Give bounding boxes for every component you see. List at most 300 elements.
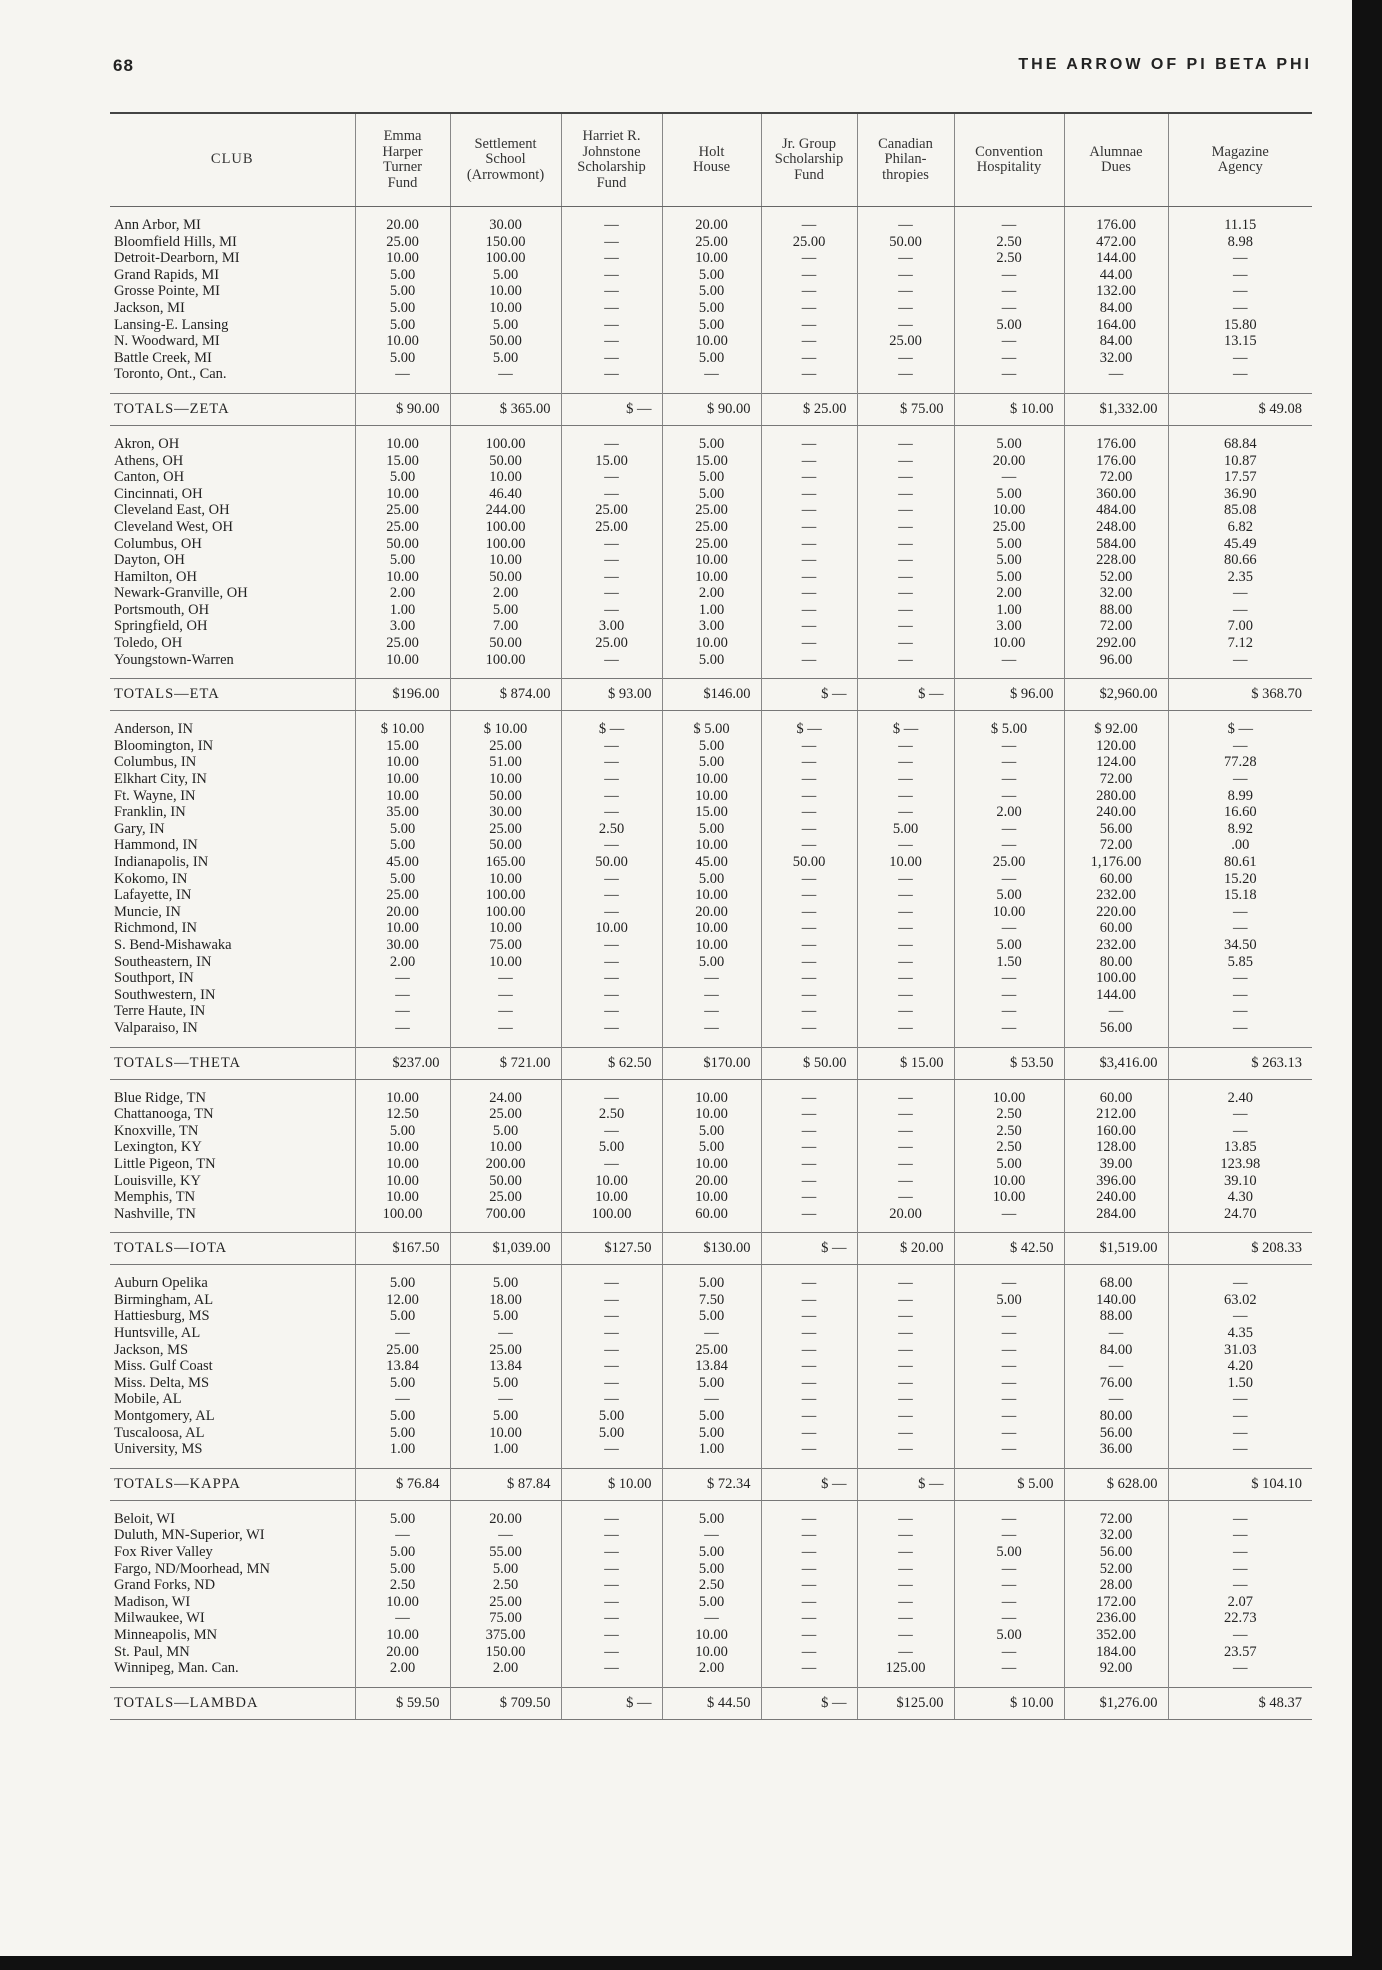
table-row	[110, 1173, 1312, 1190]
club-name: Richmond, IN	[114, 920, 197, 937]
amount-cell: $ —	[857, 1468, 954, 1500]
amount-cell: 25.00	[561, 502, 662, 519]
amount-cell: 5.00	[662, 1139, 761, 1156]
column-header	[450, 113, 561, 207]
amount-cell: —	[761, 585, 857, 602]
amount-cell: 20.00	[662, 217, 761, 234]
club-name: Cincinnati, OH	[114, 485, 203, 502]
amount-cell: 12.00	[355, 1292, 450, 1309]
amount-cell: —	[1168, 1123, 1312, 1140]
amount-cell: 12.50	[355, 1106, 450, 1123]
table-row	[110, 1577, 1312, 1594]
amount-cell: —	[954, 871, 1064, 888]
amount-cell: —	[561, 267, 662, 284]
contributions-table	[110, 112, 1312, 1720]
amount-cell: 280.00	[1064, 788, 1168, 805]
amount-cell: —	[761, 602, 857, 619]
amount-cell: 5.00	[857, 821, 954, 838]
amount-cell: 5.00	[954, 1544, 1064, 1561]
amount-cell: 25.00	[450, 821, 561, 838]
amount-cell: —	[857, 887, 954, 904]
amount-cell: $ 75.00	[857, 393, 954, 425]
spacer-cell	[761, 711, 857, 722]
amount-cell: —	[561, 469, 662, 486]
amount-cell: —	[857, 1139, 954, 1156]
amount-cell: 5.00	[662, 267, 761, 284]
spacer-cell	[561, 1079, 662, 1090]
amount-cell: —	[761, 283, 857, 300]
table-row	[110, 1594, 1312, 1611]
amount-cell: —	[761, 1156, 857, 1173]
amount-cell: —	[857, 366, 954, 383]
amount-cell: 700.00	[450, 1206, 561, 1223]
spacer-cell	[662, 711, 761, 722]
amount-cell: 10.00	[561, 1189, 662, 1206]
amount-cell: —	[954, 1342, 1064, 1359]
amount-cell: 8.92	[1168, 821, 1312, 838]
amount-cell: 5.00	[355, 469, 450, 486]
amount-cell: 10.00	[450, 469, 561, 486]
amount-cell: 1.50	[1168, 1375, 1312, 1392]
spacer-cell	[857, 425, 954, 436]
amount-cell: $ 90.00	[662, 393, 761, 425]
amount-cell: —	[1168, 904, 1312, 921]
amount-cell: —	[857, 738, 954, 755]
spacer-row	[110, 1458, 1312, 1469]
amount-cell: 10.00	[561, 1173, 662, 1190]
amount-cell: —	[857, 1425, 954, 1442]
amount-cell: 10.00	[450, 954, 561, 971]
amount-cell: —	[857, 350, 954, 367]
amount-cell: —	[857, 1358, 954, 1375]
spacer-cell	[450, 1500, 561, 1511]
table-row	[110, 1544, 1312, 1561]
amount-cell: —	[561, 1375, 662, 1392]
amount-cell: $ —	[761, 1468, 857, 1500]
amount-cell: 56.00	[1064, 1425, 1168, 1442]
table-row	[110, 1561, 1312, 1578]
amount-cell: 100.00	[450, 519, 561, 536]
amount-cell: .00	[1168, 837, 1312, 854]
amount-cell: —	[561, 300, 662, 317]
club-name: Milwaukee, WI	[114, 1610, 205, 1627]
club-name: Muncie, IN	[114, 903, 181, 920]
amount-cell: —	[561, 250, 662, 267]
amount-cell: 84.00	[1064, 1342, 1168, 1359]
table-row	[110, 1325, 1312, 1342]
amount-cell: —	[561, 1003, 662, 1020]
spacer-cell	[857, 1037, 954, 1048]
amount-cell: —	[857, 1561, 954, 1578]
amount-cell: —	[561, 652, 662, 669]
amount-cell: —	[954, 1527, 1064, 1544]
amount-cell: —	[1168, 1003, 1312, 1020]
amount-cell: 15.18	[1168, 887, 1312, 904]
amount-cell: 10.00	[662, 1189, 761, 1206]
amount-cell: —	[355, 1391, 450, 1408]
header-line: House	[692, 159, 731, 175]
amount-cell: 5.00	[954, 317, 1064, 334]
amount-cell: —	[857, 1610, 954, 1627]
amount-cell: $ —	[761, 1687, 857, 1719]
amount-cell: 5.00	[662, 821, 761, 838]
spacer-cell	[857, 668, 954, 679]
amount-cell: 15.00	[561, 453, 662, 470]
amount-cell: 10.00	[355, 652, 450, 669]
amount-cell: 50.00	[761, 854, 857, 871]
amount-cell: 45.00	[355, 854, 450, 871]
amount-cell: 50.00	[857, 234, 954, 251]
spacer-cell	[662, 207, 761, 218]
spacer-cell	[857, 711, 954, 722]
header-line: Fund	[596, 174, 627, 191]
amount-cell: 10.00	[954, 1189, 1064, 1206]
amount-cell: —	[561, 771, 662, 788]
amount-cell: 284.00	[1064, 1206, 1168, 1223]
table-row	[110, 585, 1312, 602]
club-name: Madison, WI	[114, 1593, 191, 1610]
amount-cell: —	[1064, 1358, 1168, 1375]
club-name: Southwestern, IN	[114, 986, 216, 1003]
header-line: Dues	[1101, 159, 1131, 175]
amount-cell: 34.50	[1168, 937, 1312, 954]
amount-cell: —	[761, 904, 857, 921]
header-line: Johnstone	[582, 143, 641, 160]
header-line: Fund	[794, 166, 824, 183]
amount-cell: 68.00	[1064, 1275, 1168, 1292]
amount-cell: 10.00	[662, 1156, 761, 1173]
amount-cell: —	[857, 1511, 954, 1528]
amount-cell: 56.00	[1064, 1020, 1168, 1037]
club-name: Nashville, TN	[114, 1205, 196, 1222]
amount-cell: 11.15	[1168, 217, 1312, 234]
spacer-cell	[662, 1458, 761, 1469]
table-row	[110, 904, 1312, 921]
amount-cell: —	[761, 1325, 857, 1342]
club-name: Knoxville, TN	[114, 1122, 199, 1139]
amount-cell: 176.00	[1064, 453, 1168, 470]
spacer-cell	[1064, 1079, 1168, 1090]
header-line: Harper	[382, 143, 423, 160]
amount-cell: —	[561, 436, 662, 453]
amount-cell: —	[857, 871, 954, 888]
spacer-row	[110, 1037, 1312, 1048]
amount-cell: 5.00	[450, 267, 561, 284]
spacer-cell	[1168, 425, 1312, 436]
amount-cell: —	[761, 1644, 857, 1661]
amount-cell: —	[1168, 970, 1312, 987]
amount-cell: 10.00	[954, 1090, 1064, 1107]
amount-cell: 63.02	[1168, 1292, 1312, 1309]
amount-cell: 5.00	[662, 317, 761, 334]
amount-cell: 5.00	[662, 469, 761, 486]
amount-cell: —	[561, 887, 662, 904]
amount-cell: —	[857, 987, 954, 1004]
amount-cell: —	[561, 569, 662, 586]
amount-cell: —	[761, 788, 857, 805]
amount-cell: —	[662, 1610, 761, 1627]
amount-cell: 39.00	[1064, 1156, 1168, 1173]
amount-cell: 25.00	[355, 1342, 450, 1359]
amount-cell: 36.90	[1168, 486, 1312, 503]
amount-cell: —	[1064, 1325, 1168, 1342]
amount-cell: —	[561, 987, 662, 1004]
spacer-cell	[110, 383, 355, 394]
spacer-cell	[450, 1037, 561, 1048]
amount-cell: 2.50	[954, 1123, 1064, 1140]
totals-row	[110, 393, 1312, 425]
table-row	[110, 635, 1312, 652]
amount-cell: —	[857, 1090, 954, 1107]
spacer-cell	[857, 383, 954, 394]
table-row	[110, 1610, 1312, 1627]
amount-cell: 2.00	[662, 1660, 761, 1677]
club-name: Grand Forks, ND	[114, 1577, 216, 1594]
amount-cell: —	[761, 366, 857, 383]
spacer-cell	[662, 1222, 761, 1233]
table-row	[110, 1527, 1312, 1544]
amount-cell: —	[561, 1391, 662, 1408]
table-row	[110, 618, 1312, 635]
spacer-cell	[662, 1265, 761, 1276]
club-name: Dayton, OH	[114, 552, 185, 569]
amount-cell: —	[561, 350, 662, 367]
spacer-cell	[355, 711, 450, 722]
amount-cell: 51.00	[450, 754, 561, 771]
amount-cell: —	[1168, 1425, 1312, 1442]
spacer-cell	[954, 207, 1064, 218]
amount-cell: 352.00	[1064, 1627, 1168, 1644]
amount-cell: —	[355, 366, 450, 383]
club-name: Duluth, MN-Superior, WI	[114, 1527, 265, 1544]
amount-cell: —	[954, 1358, 1064, 1375]
amount-cell: 15.20	[1168, 871, 1312, 888]
amount-cell: —	[954, 652, 1064, 669]
spacer-cell	[1064, 1677, 1168, 1688]
spacer-cell	[450, 1677, 561, 1688]
amount-cell: —	[450, 1020, 561, 1037]
amount-cell: $2,960.00	[1064, 679, 1168, 711]
amount-cell: $ —	[561, 1687, 662, 1719]
amount-cell: 5.00	[450, 1275, 561, 1292]
amount-cell: —	[761, 1408, 857, 1425]
amount-cell: —	[954, 333, 1064, 350]
amount-cell: —	[1168, 267, 1312, 284]
amount-cell: 3.00	[662, 618, 761, 635]
header-line: Settlement	[474, 135, 537, 152]
table-row	[110, 486, 1312, 503]
amount-cell: 75.00	[450, 1610, 561, 1627]
spacer-cell	[954, 425, 1064, 436]
amount-cell: —	[561, 1156, 662, 1173]
amount-cell: $ 10.00	[954, 1687, 1064, 1719]
amount-cell: 55.00	[450, 1544, 561, 1561]
amount-cell: —	[857, 1123, 954, 1140]
amount-cell: —	[761, 519, 857, 536]
table-row	[110, 652, 1312, 669]
spacer-row	[110, 711, 1312, 722]
spacer-cell	[761, 1677, 857, 1688]
amount-cell: 5.00	[355, 837, 450, 854]
amount-cell: 96.00	[1064, 652, 1168, 669]
amount-cell: $ 42.50	[954, 1233, 1064, 1265]
amount-cell: 10.87	[1168, 453, 1312, 470]
amount-cell: 10.00	[662, 1106, 761, 1123]
amount-cell: 25.00	[561, 519, 662, 536]
amount-cell: —	[561, 904, 662, 921]
amount-cell: 72.00	[1064, 618, 1168, 635]
amount-cell: 7.50	[662, 1292, 761, 1309]
amount-cell: —	[857, 1325, 954, 1342]
amount-cell: 25.00	[662, 519, 761, 536]
amount-cell: 5.85	[1168, 954, 1312, 971]
amount-cell: —	[450, 1003, 561, 1020]
amount-cell: 13.84	[662, 1358, 761, 1375]
amount-cell: 10.00	[355, 250, 450, 267]
amount-cell: —	[1168, 1544, 1312, 1561]
amount-cell: 5.00	[954, 436, 1064, 453]
amount-cell: —	[561, 486, 662, 503]
amount-cell: —	[561, 283, 662, 300]
amount-cell: 50.00	[450, 453, 561, 470]
amount-cell: —	[561, 1527, 662, 1544]
amount-cell: 100.00	[450, 250, 561, 267]
spacer-cell	[662, 668, 761, 679]
amount-cell: 52.00	[1064, 1561, 1168, 1578]
amount-cell: $ 92.00	[1064, 721, 1168, 738]
amount-cell: 100.00	[355, 1206, 450, 1223]
amount-cell: —	[857, 250, 954, 267]
amount-cell: $ 10.00	[450, 721, 561, 738]
amount-cell: 396.00	[1064, 1173, 1168, 1190]
amount-cell: —	[662, 1325, 761, 1342]
spacer-cell	[450, 207, 561, 218]
amount-cell: 80.00	[1064, 1408, 1168, 1425]
amount-cell: 140.00	[1064, 1292, 1168, 1309]
spacer-cell	[355, 425, 450, 436]
amount-cell: 10.00	[662, 552, 761, 569]
amount-cell: —	[1168, 1275, 1312, 1292]
table-row	[110, 854, 1312, 871]
amount-cell: —	[954, 1441, 1064, 1458]
amount-cell: 25.00	[355, 519, 450, 536]
amount-cell: —	[450, 366, 561, 383]
amount-cell: 46.40	[450, 486, 561, 503]
amount-cell: 13.84	[450, 1358, 561, 1375]
amount-cell: 25.00	[355, 635, 450, 652]
header-line: Emma	[383, 128, 422, 144]
amount-cell: —	[857, 1594, 954, 1611]
amount-cell: 5.00	[662, 1511, 761, 1528]
amount-cell: 10.00	[355, 920, 450, 937]
amount-cell: $ 25.00	[761, 393, 857, 425]
spacer-cell	[450, 711, 561, 722]
amount-cell: 10.00	[450, 552, 561, 569]
amount-cell: 100.00	[450, 436, 561, 453]
amount-cell: 232.00	[1064, 887, 1168, 904]
totals-row	[110, 1468, 1312, 1500]
club-name: Columbus, IN	[114, 754, 197, 771]
amount-cell: 248.00	[1064, 519, 1168, 536]
header-line: Alumnae	[1089, 143, 1143, 160]
header-line: Harriet R.	[582, 128, 641, 144]
amount-cell: 25.00	[450, 738, 561, 755]
amount-cell: —	[954, 1425, 1064, 1442]
amount-cell: 4.20	[1168, 1358, 1312, 1375]
amount-cell: 15.00	[355, 738, 450, 755]
amount-cell: 24.00	[450, 1090, 561, 1107]
amount-cell: 100.00	[450, 887, 561, 904]
amount-cell: —	[355, 1020, 450, 1037]
spacer-cell	[1064, 425, 1168, 436]
amount-cell: $ —	[561, 393, 662, 425]
amount-cell: 144.00	[1064, 250, 1168, 267]
amount-cell: —	[857, 1408, 954, 1425]
spacer-cell	[450, 1265, 561, 1276]
amount-cell: 32.00	[1064, 1527, 1168, 1544]
amount-cell: —	[761, 837, 857, 854]
amount-cell: —	[1168, 1106, 1312, 1123]
table-row	[110, 1156, 1312, 1173]
amount-cell: —	[1168, 250, 1312, 267]
amount-cell: 5.00	[355, 1375, 450, 1392]
amount-cell: 150.00	[450, 1644, 561, 1661]
amount-cell: 5.00	[355, 1561, 450, 1578]
club-name: TOTALS—LAMBDA	[110, 1687, 355, 1719]
amount-cell: —	[450, 1391, 561, 1408]
amount-cell: 68.84	[1168, 436, 1312, 453]
spacer-cell	[355, 1222, 450, 1233]
amount-cell: —	[857, 569, 954, 586]
amount-cell: 10.00	[355, 1156, 450, 1173]
amount-cell: $ —	[761, 679, 857, 711]
amount-cell: —	[1168, 771, 1312, 788]
amount-cell: $127.50	[561, 1233, 662, 1265]
amount-cell: —	[761, 1441, 857, 1458]
amount-cell: —	[857, 1577, 954, 1594]
spacer-cell	[561, 1500, 662, 1511]
spacer-row	[110, 1079, 1312, 1090]
amount-cell: —	[954, 1275, 1064, 1292]
amount-cell: 18.00	[450, 1292, 561, 1309]
club-name: S. Bend-Mishawaka	[114, 936, 232, 953]
table-row	[110, 250, 1312, 267]
table-row	[110, 837, 1312, 854]
amount-cell: —	[954, 1594, 1064, 1611]
amount-cell: 13.84	[355, 1358, 450, 1375]
amount-cell: 2.50	[954, 250, 1064, 267]
amount-cell: —	[761, 1425, 857, 1442]
amount-cell: 172.00	[1064, 1594, 1168, 1611]
spacer-cell	[1064, 1222, 1168, 1233]
amount-cell: 88.00	[1064, 602, 1168, 619]
amount-cell: 30.00	[450, 217, 561, 234]
amount-cell: —	[761, 1003, 857, 1020]
amount-cell: —	[761, 1358, 857, 1375]
spacer-cell	[561, 207, 662, 218]
amount-cell: —	[954, 837, 1064, 854]
amount-cell: 1,176.00	[1064, 854, 1168, 871]
amount-cell: —	[662, 366, 761, 383]
amount-cell: 125.00	[857, 1660, 954, 1677]
amount-cell: —	[857, 486, 954, 503]
table-row	[110, 754, 1312, 771]
amount-cell: —	[857, 1644, 954, 1661]
amount-cell: —	[857, 1342, 954, 1359]
amount-cell: —	[857, 1375, 954, 1392]
spacer-cell	[110, 1265, 355, 1276]
spacer-cell	[561, 668, 662, 679]
